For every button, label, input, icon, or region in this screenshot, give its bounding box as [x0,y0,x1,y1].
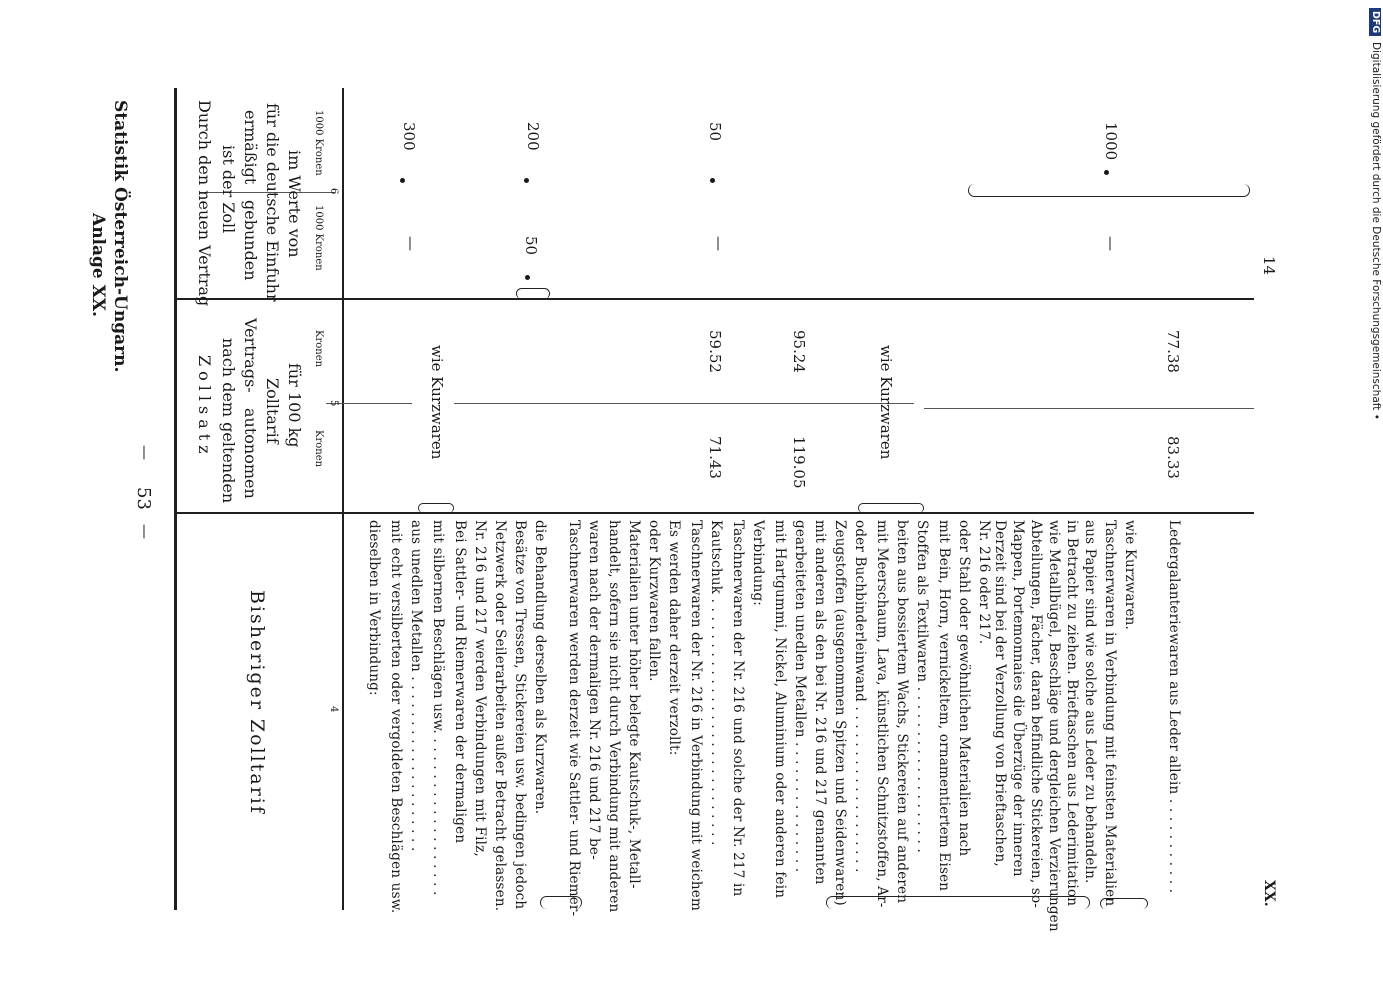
g2-bound-bullet [525,275,530,280]
g1-bound-dash: — [402,236,420,251]
row-11-line-1: mit Meerschaum, Lava, künstlichen Schnitzstoffen, Ar- [874,520,890,908]
col5-unit-autonomous: Kronen [313,430,324,468]
col5-brace-bottom [858,503,924,513]
row-12-line-1: mit Bein, Horn, vernickeltem, ornamentiertem Eisen [936,520,952,892]
dfg-logo: DFG [1370,8,1382,36]
row-4-line-5: die Behandlung derselben als Kurzwaren. [532,520,548,815]
col6-header-1: Durch den neuen Vertrag [195,100,214,307]
row-12-line-2: oder Stahl oder gewöhnlichen Materialien nach [956,520,972,857]
g3-bullet [710,178,715,183]
col5-header-6: für 100 kg [285,363,304,448]
g3-reduced-value: 50 [706,122,724,142]
row-5-line-2: waren nach der dermaligen Nr. 216 und 217 be- [586,520,602,860]
value-kautschuk-contract: 59.52 [706,330,724,373]
digitization-credit: Digitalisierung gefördert durch die Deutsche Forschungsgemeinschaft • [1370,42,1382,420]
col5-brace-top [418,503,454,513]
row-4-line-1: Bei Sattler- und Riemerwaren der dermaligen [452,520,468,844]
col5-header-5: Zolltarif [263,378,282,444]
col5-wie-kurzwaren-bottom: wie Kurzwaren [877,345,895,460]
row-4-line-3: Netzwerk oder Seilerarbeiten außer Betracht gelassen. [492,520,508,912]
col6-number: 6 [328,188,339,195]
row-14-line-1: Taschnerwaren in Verbindung mit feinsten Materialien [1102,520,1118,907]
row-13-line-4: wie Metallbügel, Beschläge und dergleichen Verzierungen [1046,520,1062,932]
row-4-line-4: Besätze von Tressen, Stickereien usw. bedingen jedoch [512,520,528,910]
col6-header-4: ermäßigt [241,110,260,185]
page-number-dash-right: — [136,445,154,460]
col5-header-4: Vertrags- [241,318,260,393]
g1-bullet [400,178,405,183]
header-bottom-rule [342,88,344,910]
page-number-dash-left: — [136,524,154,539]
annex-subtitle: Statistik Österreich-Ungarn. [110,100,130,373]
col6-header-6: im Werte von [285,150,304,258]
footer-mark: XX. [1261,880,1277,907]
row-7-line-2: Kautschuk . . . . . . . . . . . . . . . . . . . . . . . . . . . . [708,520,724,846]
g4-reduced-value: 1000 [1102,122,1120,161]
value-hartgummi-autonomous: 119.05 [790,436,808,489]
row-8-line-2: Verbindung: [750,520,766,607]
g4-brace [968,184,1250,197]
row-3-line-1: mit silbernen Beschlägen usw. . . . . . . . . . . . . . . . . . . [430,520,446,896]
row-8-line-1: Taschnerwaren der Nr. 216 und solche der Nr. 217 in [730,520,746,897]
row-5-line-5: oder Kurzwaren fallen. [646,520,662,682]
row-6-line-1: Es werden daher derzeit verzollt: [666,520,682,756]
annex-title: Anlage XX. [88,213,108,317]
col5-wie-kurzwaren-top: wie Kurzwaren [428,345,446,460]
col6-header-5: für die deutsche Einfuhr [263,103,282,302]
col5-subrule-bottom [924,408,1254,409]
g3-bound-dash: — [710,236,728,251]
value-leder-autonomous: 83.33 [1164,436,1182,479]
col4-number: 4 [328,706,339,713]
row-9-line-2: gearbeiteten unedlen Metallen . . . . . . . . . . . . . . . [792,520,808,873]
page-number: 53 [133,487,154,510]
brace-rows-1-4 [540,896,582,909]
col5-header-1: Zollsatz [195,355,214,459]
row-5-line-3: handelt, sofern sie nicht durch Verbindung mit anderen [606,520,622,913]
row-5-line-4: Materialien unter höher belegte Kautschuk-, Metall- [626,520,642,889]
col6-header-2: ist der Zoll [219,145,238,234]
row-7-line-1: Taschnerwaren der Nr. 216 in Verbindung mit weichem [688,520,704,911]
row-9-line-1: mit Hartgummi, Nickel, Aluminium oder anderen fein [772,520,788,899]
col5-header-3: autonomen [241,408,260,499]
col6-unit-bound: 1000 Kronen [313,205,324,271]
footer-page-number: 14 [1260,256,1278,276]
row-13-line-3: Abteilungen, Fächer, daran befindliche Stickereien, so- [1028,520,1044,909]
column-rule-4-5 [174,512,1254,514]
row-10-line-1: mit anderen als den bei Nr. 216 und 217 genannten [812,520,828,885]
g2-bound-value: 50 [522,236,540,256]
row-10-line-3: oder Buchbinderleinwand . . . . . . . . . . . . . . . . . . . [852,520,868,873]
row-2-line-2: aus unedlen Metallen . . . . . . . . . . . . . . . . . . . . [408,520,424,852]
g2-reduced-value: 200 [524,122,542,151]
g2-bullet [524,178,529,183]
col5-header-2: nach dem geltenden [219,338,238,504]
row-13-line-6: aus Papier sind wie solche aus Leder zu behandeln. [1082,520,1098,884]
row-15-line-1: Ledergalanteriewaren aus Leder allein . . . . . . . . . . . [1166,520,1182,894]
brace-row-14 [1100,898,1148,909]
row-11-line-3: Stoffen als Textilwaren . . . . . . . . . . . . . . . . . . . [914,520,930,853]
row-12-line-3: Nr. 216 oder 217. [976,520,992,645]
col5-unit-contract: Kronen [313,330,324,368]
row-1-line-1: dieselben in Verbindung: [366,520,382,696]
row-13-line-1: Derzeit sind bei der Verzollung von Brieftaschen, [992,520,1008,867]
g4-bullet [1104,170,1109,175]
row-2-line-1: mit echt versilberten oder vergoldeten Beschlägen usw. [388,520,404,914]
col5-number: 5 [328,400,339,407]
col6-header-3: gebunden [241,200,260,281]
row-13-line-2: Mappen, Portemonnaies die Überzüge der inneren [1010,520,1026,877]
g2-brace [516,288,550,299]
value-hartgummi-contract: 95.24 [790,330,808,373]
row-10-line-2: Zeugstoffen (ausgenommen Spitzen und Seidenwaren) [832,520,848,906]
col4-header: Bisheriger Zolltarif [246,590,268,815]
row-13-line-5: in Betracht zu ziehen. Brieftaschen aus Lederimitation [1064,520,1080,907]
value-leder-contract: 77.38 [1164,330,1182,373]
row-5-line-1: Taschnerwaren werden derzeit wie Sattler- und Riemer- [566,520,582,917]
col6-unit-reduced: 1000 Kronen [313,110,324,176]
table-top-rule [174,88,177,910]
row-11-line-2: beiten aus bossiertem Wachs, Stickereien auf anderen [894,520,910,904]
g1-reduced-value: 300 [400,122,418,151]
row-4-line-2: Nr. 216 und 217 werden Verbindungen mit Filz, [472,520,488,857]
brace-rows-9-13 [826,896,1090,909]
row-14-line-2: wie Kurzwaren. [1122,520,1138,631]
value-kautschuk-autonomous: 71.43 [706,436,724,479]
col5-subrule-mid [454,403,914,404]
g4-bound-dash: — [1102,236,1120,251]
column-rule-5-6 [174,298,1254,300]
